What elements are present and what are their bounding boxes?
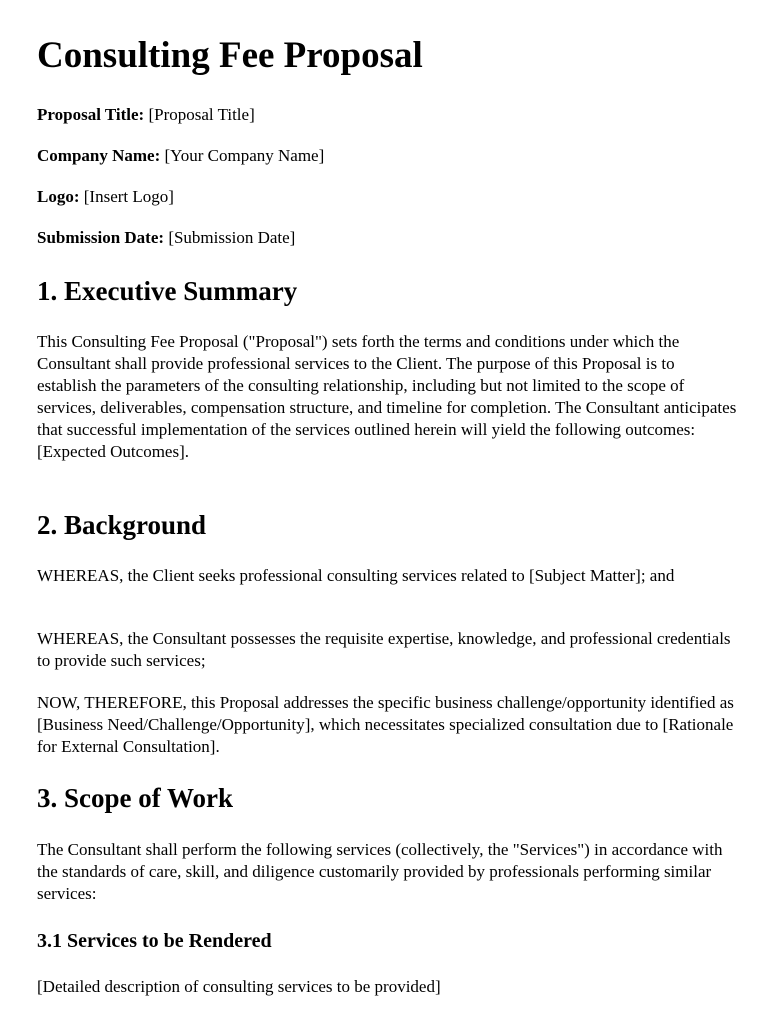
meta-value: [Proposal Title] (148, 105, 255, 124)
document-title: Consulting Fee Proposal (37, 35, 423, 76)
meta-proposal-title (37, 104, 255, 126)
meta-label: Company Name: (37, 146, 161, 165)
background-paragraph-3: NOW, THEREFORE, this Proposal addresses the specific business challenge/opportunity identified as [Business Need/Challenge/Opportunity], which necessitates specialized consultation due to [Rationale for External Consultation]. (37, 693, 734, 756)
meta-label: Logo: (37, 187, 80, 206)
meta-submission-date (37, 227, 295, 249)
meta-value: [Your Company Name] (164, 146, 325, 165)
section-heading-scope-of-work: 3. Scope of Work (37, 783, 234, 813)
executive-summary-paragraph: This Consulting Fee Proposal ("Proposal") sets forth the terms and conditions under which the Consultant shall provide professional services to the Client. The purpose of this Proposal is to establish the parameters of the consulting relationship, including but not limited to the scope of services, deliverables, compensation structure, and timeline for completion. The Consultant anticipates that successful implementation of the services outlined herein will yield the following outcomes: [Expected Outcomes]. (37, 332, 737, 461)
scope-of-work-paragraph: The Consultant shall perform the following services (collectively, the "Services") in accordance with the standards of care, skill, and diligence customarily provided by professionals performing similar services: (37, 840, 723, 903)
subsection-heading-services: 3.1 Services to be Rendered (37, 930, 272, 952)
meta-logo (37, 186, 174, 208)
meta-label: Submission Date: (37, 228, 165, 247)
section-heading-executive-summary: 1. Executive Summary (37, 276, 298, 306)
background-paragraph-2: WHEREAS, the Consultant possesses the requisite expertise, knowledge, and professional credentials to provide such services; (37, 629, 731, 670)
background-paragraph-1: WHEREAS, the Client seeks professional consulting services related to [Subject Matter]; and (37, 566, 675, 585)
meta-company-name (37, 145, 324, 167)
meta-label: Proposal Title: (37, 105, 145, 124)
section-heading-background: 2. Background (37, 510, 207, 540)
meta-value: [Insert Logo] (83, 187, 174, 206)
services-paragraph: [Detailed description of consulting services to be provided] (37, 977, 441, 996)
meta-value: [Submission Date] (168, 228, 296, 247)
